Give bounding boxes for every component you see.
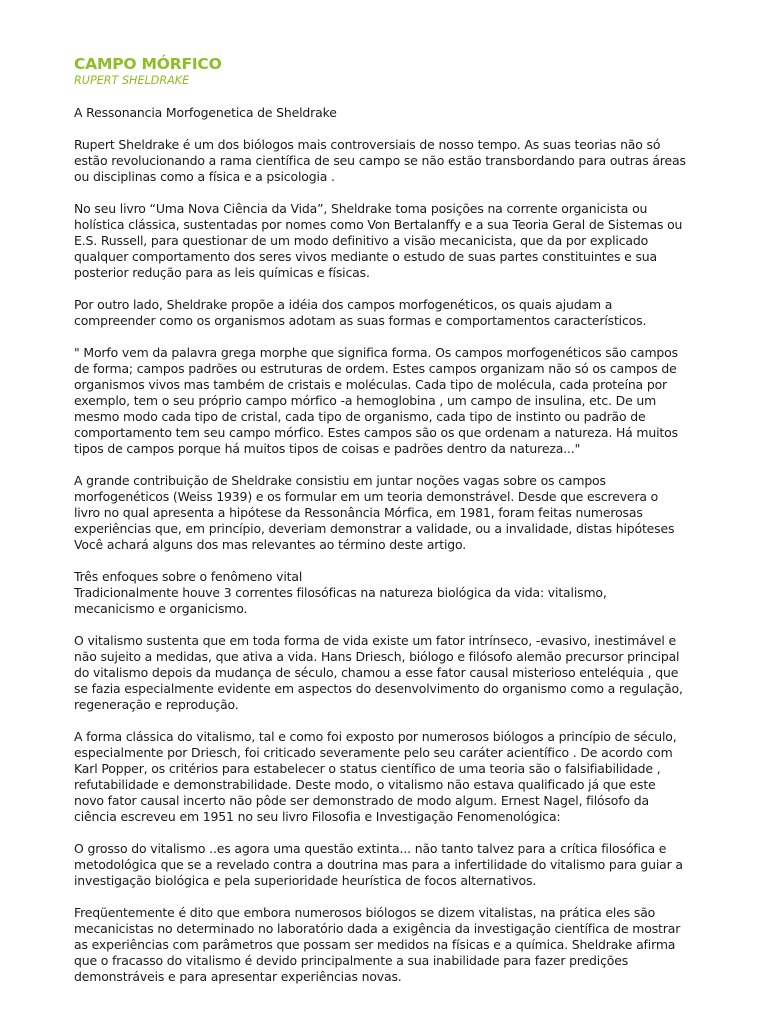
- text-line: investigação biológica e pela superioridade heurística de focos alternativos.: [74, 873, 537, 888]
- text-line: Você achará alguns dos mas relevantes ao término deste artigo.: [74, 537, 467, 552]
- text-line: não sujeito a medidas, que ativa a vida. Hans Driesch, biólogo e filósofo alemão precursor principal: [74, 649, 680, 664]
- paragraph: [74, 105, 714, 121]
- text-line: Rupert Sheldrake é um dos biólogos mais controversiais de nosso tempo. As suas teorias não só: [74, 137, 661, 152]
- paragraph: [74, 297, 714, 329]
- author-name: RUPERT SHELDRAKE: [74, 74, 190, 87]
- text-line: novo fator causal incerto não pôde ser demonstrado de modo algum. Ernest Nagel, filósofo da: [74, 793, 649, 808]
- text-line: A forma clássica do vitalismo, tal e como foi exposto por numerosos biólogos a princípio de século,: [74, 729, 677, 744]
- text-line: estão revolucionando a rama científica de seu campo se não estão transbordando para outras áreas: [74, 153, 686, 168]
- text-line: compreender como os organismos adotam as suas formas e comportamentos característicos.: [74, 313, 647, 328]
- paragraph: [74, 633, 714, 713]
- text-line: ou disciplinas como a física e a psicologia .: [74, 169, 335, 184]
- text-line: organismos vivos mas também de cristais e moléculas. Cada tipo de molécula, cada proteína por: [74, 377, 668, 392]
- paragraph: [74, 905, 714, 985]
- text-line: tipos de campos porque há muitos tipos de coisas e padrões dentro da natureza...": [74, 441, 581, 456]
- text-line: holística clássica, sustentadas por nomes como Von Bertalanffy e a sua Teoria Geral de Sistemas ou: [74, 217, 683, 232]
- text-line: metodológica que se a revelado contra a doutrina mas para a infertilidade do vitalismo para guiar a: [74, 857, 683, 872]
- page-title: CAMPO MÓRFICO: [74, 55, 222, 73]
- text-line: que o fracasso do vitalismo é devido principalmente a sua inabilidade para fazer predições: [74, 953, 629, 968]
- text-line: O grosso do vitalismo ..es agora uma questão extinta... não tanto talvez para a crítica filosófica e: [74, 841, 667, 856]
- paragraph: [74, 345, 714, 457]
- text-line: Freqüentemente é dito que embora numerosos biólogos se dizem vitalistas, na prática eles são: [74, 905, 656, 920]
- text-line: Por outro lado, Sheldrake propõe a idéia dos campos morfogenéticos, os quais ajudam a: [74, 297, 613, 312]
- paragraph: [74, 569, 714, 617]
- text-line: comportamento tem seu campo mórfico. Estes campos são os que ordenam a natureza. Há muitos: [74, 425, 678, 440]
- text-line: ciência escreveu em 1951 no seu livro Filosofia e Investigação Fenomenológica:: [74, 809, 561, 824]
- text-line: mecanicismo e organicismo.: [74, 601, 248, 616]
- text-line: Tradicionalmente houve 3 correntes filosóficas na natureza biológica da vida: vitalismo,: [74, 585, 607, 600]
- text-line: E.S. Russell, para questionar de um modo definitivo a visão mecanicista, que da por explicado: [74, 233, 649, 248]
- text-line: qualquer comportamento dos seres vivos mediante o estudo de suas partes constituintes e sua: [74, 249, 658, 264]
- text-line: se fazia especialmente evidente em aspectos do desenvolvimento do organismo como a regulação,: [74, 681, 683, 696]
- text-line: Três enfoques sobre o fenômeno vital: [74, 569, 303, 584]
- text-line: regeneração e reprodução.: [74, 697, 239, 712]
- paragraph: [74, 137, 714, 185]
- paragraph: [74, 729, 714, 825]
- text-line: livro no qual apresenta a hipótese da Ressonância Mórfica, em 1981, foram feitas numerosas: [74, 505, 643, 520]
- text-line: mesmo modo cada tipo de cristal, cada tipo de organismo, cada tipo de instinto ou padrão de: [74, 409, 646, 424]
- text-line: as experiências com parâmetros que possam ser medidos na físicas e a química. Sheldrake afirma: [74, 937, 676, 952]
- text-line: A Ressonancia Morfogenetica de Sheldrake: [74, 105, 337, 120]
- document-body: [74, 105, 714, 985]
- text-line: posterior redução para as leis químicas e físicas.: [74, 265, 370, 280]
- text-line: Karl Popper, os critérios para estabelecer o status científico de uma teoria são o falsifiabilidade ,: [74, 761, 661, 776]
- document-page: [74, 54, 714, 985]
- text-line: exemplo, tem o seu próprio campo mórfico -a hemoglobina , um campo de insulina, etc. De um: [74, 393, 657, 408]
- text-line: refutabilidade e demonstrabilidade. Deste modo, o vitalismo não estava qualificado já que este: [74, 777, 656, 792]
- text-line: experiências que, em princípio, deveriam demonstrar a validade, ou a invalidade, distas hipóteses: [74, 521, 675, 536]
- text-line: mecanicistas no determinado no laboratório dada a exigência da investigação científica de mostrar: [74, 921, 681, 936]
- paragraph: [74, 841, 714, 889]
- text-line: No seu livro “Uma Nova Ciência da Vida”, Sheldrake toma posições na corrente organicista ou: [74, 201, 648, 216]
- text-line: morfogenéticos (Weiss 1939) e os formular em um teoria demonstrável. Desde que escrevera o: [74, 489, 659, 504]
- text-line: demonstráveis e para apresentar experiências novas.: [74, 969, 402, 984]
- paragraph: [74, 473, 714, 553]
- text-line: de forma; campos padrões ou estruturas de ordem. Estes campos organizam não só os campos de: [74, 361, 677, 376]
- text-line: A grande contribuição de Sheldrake consistiu em juntar noções vagas sobre os campos: [74, 473, 606, 488]
- text-line: do vitalismo depois da mudança de século, chamou a esse fator causal misterioso enteléquia , que: [74, 665, 679, 680]
- paragraph: [74, 201, 714, 281]
- text-line: especialmente por Driesch, foi criticado severamente pelo seu caráter acientífico . De acordo com: [74, 745, 673, 760]
- text-line: O vitalismo sustenta que em toda forma de vida existe um fator intrínseco, -evasivo, inestimável e: [74, 633, 676, 648]
- text-line: " Morfo vem da palavra grega morphe que significa forma. Os campos morfogenéticos são campos: [74, 345, 678, 360]
